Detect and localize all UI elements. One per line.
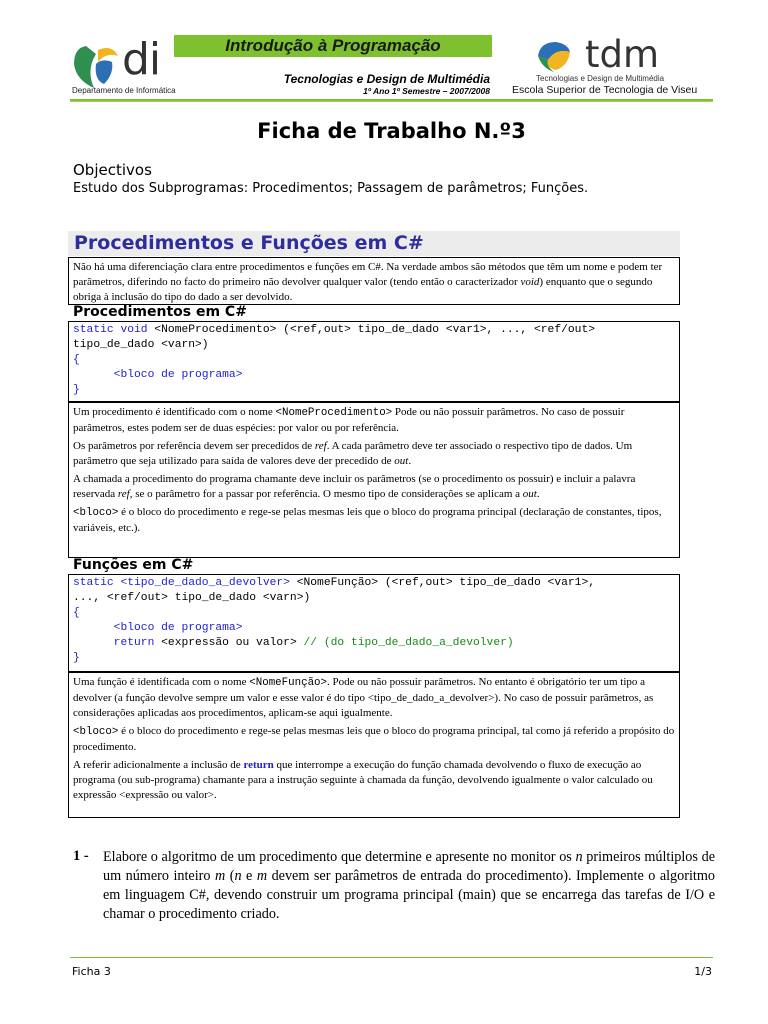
intro-box	[68, 257, 680, 305]
objectives-text: Estudo dos Subprogramas: Procedimentos; Passagem de parâmetros; Funções.	[73, 181, 589, 196]
di-subtitle: Departamento de Informática	[72, 86, 176, 95]
di-logo-text: di	[122, 34, 161, 85]
procedure-desc-4: <bloco> é o bloco do procedimento e rege-se pelas mesmas leis que o bloco do programa principal (declaração de constantes, tipos, variáveis, etc.).	[73, 506, 662, 534]
course-year: 1º Ano 1º Semestre – 2007/2008	[363, 86, 490, 96]
function-code-box: static <tipo_de_dado_a_devolver> <NomeFunção> (<ref,out> tipo_de_dado <var1>, ..., <ref/out> tipo_de_dado <varn>) { <bloco de programa> return <expressão ou valor> // (do tipo_de_dado_a_devolver) }	[68, 574, 680, 672]
procedure-desc-3: A chamada a procedimento do programa chamante deve incluir os parâmetros (se o procedimento os possuir) e incluir a palavra reservada ref, se o parâmetro for a passar por referência. O mesmo tipo de considerações se aplicam a out.	[73, 473, 636, 500]
tdm-logo-text: tdm	[585, 33, 660, 76]
procedures-heading: Procedimentos em C#	[73, 304, 247, 320]
footer-left: Ficha 3	[72, 965, 111, 978]
course-title: Introdução à Programação	[174, 35, 492, 57]
procedure-desc-2: Os parâmetros por referência devem ser precedidos de ref. A cada parâmetro deve ter associado o respectivo tipo de dados. Um parâmetro que seja utilizado para saída de valores deve der precedido de out.	[73, 440, 633, 467]
section-heading-text: Procedimentos e Funções em C#	[74, 232, 424, 254]
procedure-code-box: static void <NomeProcedimento> (<ref,out> tipo_de_dado <var1>, ..., <ref/out> tipo_de_dado <varn>) { <bloco de programa> }	[68, 321, 680, 402]
objectives-label: Objectivos	[73, 161, 152, 179]
page-title: Ficha de Trabalho N.º3	[257, 119, 526, 143]
tdm-logo-icon	[534, 38, 578, 74]
procedure-desc-1: Um procedimento é identificado com o nome <NomeProcedimento> Pode ou não possuir parâmetros. No caso de possuir parâmetros, estes podem ser de duas espécies: por valor ou por referência.	[73, 406, 625, 434]
tdm-subtitle: Tecnologias e Design de Multimédia	[536, 74, 665, 83]
function-desc-1: Uma função é identificada com o nome <NomeFunção>. Pode ou não possuir parâmetros. No entanto é obrigatório ter um tipo a devolver (a função devolve sempre um valor e esse valor é do tipo <tipo_de_dado_a_devolver>). No caso de possuir parâmetros, as considerações aplicadas aos procedimentos, aplicam-se aqui igualmente.	[73, 676, 654, 719]
page-number: 1/3	[694, 965, 712, 978]
exercise-number: 1 -	[73, 848, 89, 864]
school-name: Escola Superior de Tecnologia de Viseu	[512, 84, 698, 96]
header-divider-light	[70, 101, 713, 102]
procedure-description-box	[68, 402, 680, 558]
footer-divider	[70, 957, 713, 958]
section-heading	[68, 231, 680, 256]
function-desc-3: A referir adicionalmente a inclusão de return que interrompe a execução do função chamada devolvendo o fluxo de execução ao programa (ou sub-programa) chamante para a instrução seguinte à chamada da função, devolvendo igualmente o valor calculado ou expressão <expressão ou valor>.	[73, 759, 653, 801]
intro-paragraph: Não há uma diferenciação clara entre procedimentos e funções em C#. Na verdade ambos são métodos que têm um nome e podem ter parâmetros, diferindo no facto do primeiro não devolver qualquer valor (tendo então o caracterizador void) enquanto que o segundo obriga à inclusão do tipo do dado a ser devolvido.	[73, 261, 663, 303]
course-subtitle: Tecnologias e Design de Multimédia	[283, 72, 490, 86]
exercise-text: Elabore o algoritmo de um procedimento que determine e apresente no monitor os n primeiros múltiplos de um número inteiro m (n e m devem ser parâmetros de entrada do procedimento). Implemente o algoritmo em linguagem C#, devendo construir um programa principal (main) que se encarrega das tarefas de I/O e chamar o procedimento criado.	[103, 849, 715, 922]
functions-heading: Funções em C#	[73, 557, 194, 573]
function-description-box	[68, 672, 680, 818]
function-desc-2: <bloco> é o bloco do procedimento e rege-se pelas mesmas leis que o bloco do programa principal, tal como já referido a propósito do procedimento.	[73, 725, 675, 753]
